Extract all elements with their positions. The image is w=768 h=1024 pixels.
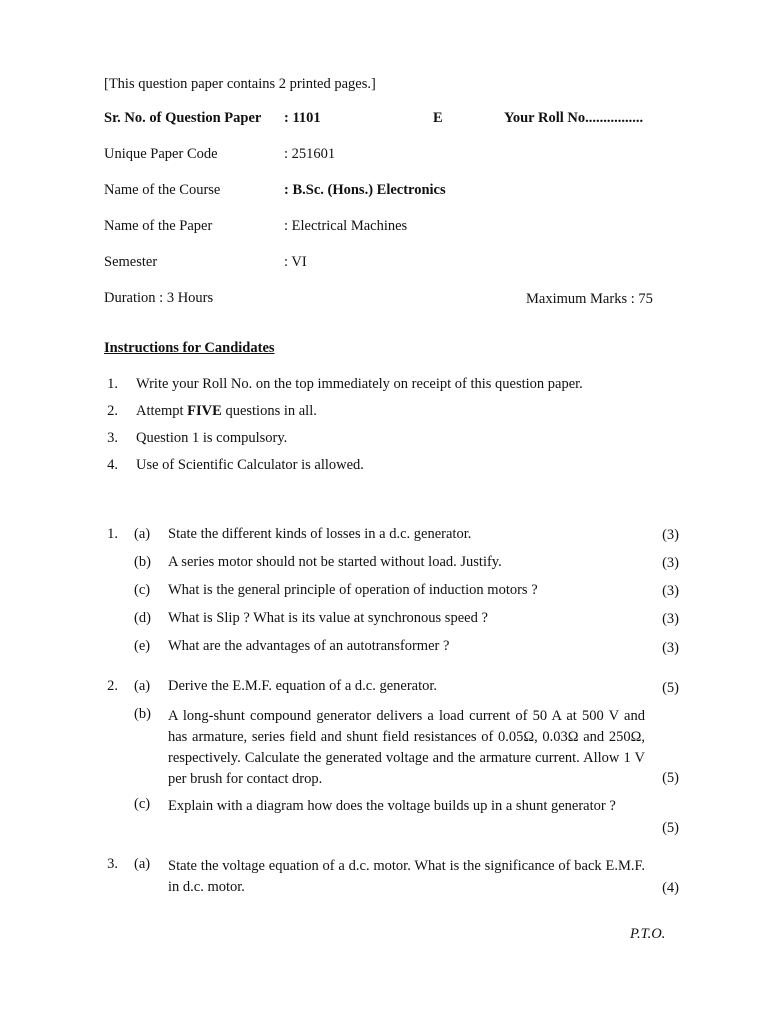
instruction-text: Attempt FIVE questions in all. — [136, 403, 317, 419]
part-text: What is Slip ? What is its value at synchronous speed ? — [168, 610, 488, 626]
part-marks: (5) — [662, 820, 679, 836]
part-marks: (3) — [662, 527, 679, 543]
duration: Duration : 3 Hours — [104, 290, 214, 306]
course-value: : B.Sc. (Hons.) Electronics — [284, 182, 446, 198]
question-number: 1. — [107, 526, 118, 542]
part-text: A series motor should not be started without load. Justify. — [168, 554, 502, 570]
maximum-marks: Maximum Marks : 75 — [526, 291, 653, 307]
part-text: Explain with a diagram how does the voltage builds up in a shunt generator ? — [168, 798, 616, 814]
part-marks: (5) — [662, 680, 679, 696]
part-text: State the different kinds of losses in a d.c. generator. — [168, 526, 472, 542]
part-label: (b) — [134, 706, 151, 722]
instruction-text: Write your Roll No. on the top immediately on receipt of this question paper. — [136, 376, 583, 392]
paper-code-label: Unique Paper Code — [104, 146, 218, 162]
instruction-text: Use of Scientific Calculator is allowed. — [136, 457, 364, 473]
instructions-title: Instructions for Candidates — [104, 340, 275, 356]
part-text: What are the advantages of an autotransformer ? — [168, 638, 450, 654]
part-label: (c) — [134, 796, 151, 812]
instruction-number: 4. — [107, 457, 118, 473]
paper-name-label: Name of the Paper — [104, 218, 213, 234]
semester-value: : VI — [284, 254, 307, 270]
paper-name-value: : Electrical Machines — [284, 218, 408, 234]
part-marks: (3) — [662, 555, 679, 571]
instruction-text: Question 1 is compulsory. — [136, 430, 288, 446]
question-number: 3. — [107, 856, 118, 872]
part-marks: (3) — [662, 640, 679, 656]
semester-label: Semester — [104, 254, 158, 270]
part-label: (a) — [134, 678, 151, 694]
course-label: Name of the Course — [104, 182, 221, 198]
part-marks: (4) — [662, 880, 679, 896]
pto-note: P.T.O. — [630, 926, 666, 942]
part-label: (d) — [134, 610, 151, 626]
sr-no-value: : 1101 — [284, 110, 321, 126]
part-text: What is the general principle of operation of induction motors ? — [168, 582, 538, 598]
part-text: Derive the E.M.F. equation of a d.c. generator. — [168, 678, 438, 694]
paper-code-value: : 251601 — [284, 146, 336, 162]
part-text: A long-shunt compound generator delivers a load current of 50 A at 500 V and has armature, series field and shunt field resistances of 0.05Ω, 0.03Ω and 250Ω, respectively. Calculate the generated voltage and the armature current. Allow 1 V per brush for contact drop. — [168, 708, 645, 787]
instruction-number: 1. — [107, 376, 118, 392]
part-marks: (3) — [662, 611, 679, 627]
part-marks: (3) — [662, 583, 679, 599]
part-label: (c) — [134, 582, 151, 598]
sr-no-label: Sr. No. of Question Paper — [104, 110, 262, 126]
part-label: (b) — [134, 554, 151, 570]
part-label: (a) — [134, 856, 151, 872]
question-number: 2. — [107, 678, 118, 694]
roll-no-field: Your Roll No................ — [504, 110, 644, 126]
instruction-number: 3. — [107, 430, 118, 446]
part-text: State the voltage equation of a d.c. motor. What is the significance of back E.M.F. in d.c. motor. — [168, 858, 645, 895]
set-letter: E — [433, 110, 443, 126]
part-label: (e) — [134, 638, 151, 654]
page-count-note: [This question paper contains 2 printed pages.] — [104, 76, 376, 92]
part-label: (a) — [134, 526, 151, 542]
part-marks: (5) — [662, 770, 679, 786]
instruction-number: 2. — [107, 403, 118, 419]
